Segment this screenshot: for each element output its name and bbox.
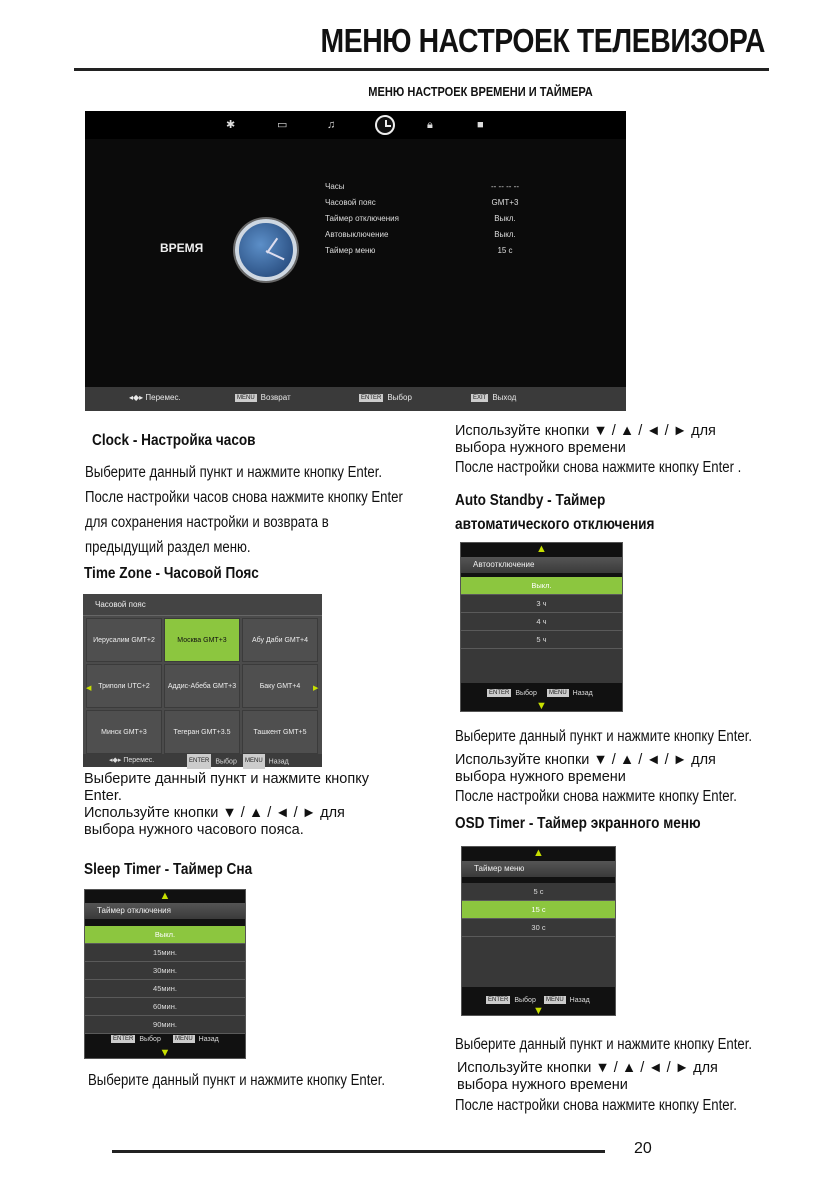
scroll-up-icon[interactable]: ▲ <box>159 890 171 902</box>
settings-icon[interactable]: ✱ <box>226 119 236 131</box>
move-hint: ◂◆▸ Перемес. <box>129 393 181 402</box>
standby-option[interactable]: 5 ч <box>461 631 622 649</box>
menu-row-sleep-timer[interactable]: Таймер отключения Выкл. <box>325 214 516 223</box>
osd-option[interactable]: 30 с <box>462 919 615 937</box>
tz-option[interactable]: Аддис-Абеба GMT+3 <box>164 664 240 708</box>
timezone-dialog-footer <box>83 754 322 767</box>
standby-option[interactable]: 4 ч <box>461 613 622 631</box>
select-hint: ENTER Выбор <box>489 689 537 697</box>
select-hint: ENTER Выбор <box>361 393 412 402</box>
scroll-down-icon[interactable]: ▼ <box>533 1005 544 1017</box>
timezone-dialog-title: Часовой пояс <box>83 594 322 616</box>
back-hint: MENU Назад <box>175 1035 219 1043</box>
back-hint: MENU Назад <box>546 996 590 1004</box>
menu-tab-bar <box>85 111 626 139</box>
tz-option-selected[interactable]: Москва GMT+3 <box>164 618 240 662</box>
section-label: ВРЕМЯ <box>160 241 204 255</box>
page-title: МЕНЮ НАСТРОЕК ТЕЛЕВИЗОРА <box>320 22 765 59</box>
standby-heading: Auto Standby - Таймер <box>455 492 606 509</box>
back-hint: MENU Назад <box>549 689 593 697</box>
auto-standby-dialog <box>460 542 623 712</box>
page-subtitle: МЕНЮ НАСТРОЕК ВРЕМЕНИ И ТАЙМЕРА <box>368 84 593 99</box>
apps-icon[interactable]: ■ <box>477 119 484 131</box>
sleep-option[interactable]: 60мин. <box>85 998 245 1016</box>
page-number: 20 <box>634 1140 652 1157</box>
select-hint: ENTER Выбор <box>488 996 536 1004</box>
tz-option[interactable]: Триполи UTC+2 <box>86 664 162 708</box>
clock-buttons-hint: Используйте кнопки ▼ / ▲ / ◄ / ► для выбора нужного времени <box>455 423 716 456</box>
standby-confirm-text: После настройки снова нажмите кнопку Enter. <box>455 788 737 805</box>
menu-row-auto-standby[interactable]: Автовыключение Выкл. <box>325 230 516 239</box>
menu-row-osd-timer[interactable]: Таймер меню 15 с <box>325 246 513 255</box>
exit-hint: EXIT Выход <box>473 393 517 402</box>
right-arrow-icon[interactable]: ▶ <box>313 685 319 692</box>
standby-option-selected[interactable]: Выкл. <box>461 577 622 595</box>
scroll-down-icon[interactable]: ▼ <box>536 700 547 712</box>
left-arrow-icon[interactable]: ◀ <box>86 685 92 692</box>
sleep-option[interactable]: 30мин. <box>85 962 245 980</box>
osd-option-selected[interactable]: 15 с <box>462 901 615 919</box>
move-hint: ◂◆▸ Перемес. <box>109 757 155 764</box>
menu-row-clock[interactable]: Часы -- -- -- -- <box>325 182 519 191</box>
empty-option-area <box>462 937 615 987</box>
lock-icon[interactable]: 🔒︎ <box>427 119 433 131</box>
standby-buttons-hint: Используйте кнопки ▼ / ▲ / ◄ / ► для выбора нужного времени <box>455 752 716 785</box>
clock-description: Выберите данный пункт и нажмите кнопку Enter. После настройки часов снова нажмите кнопку Enter для сохранения настройки и возврата в предыдущий раздел меню. <box>85 464 403 556</box>
osd-heading: OSD Timer - Таймер экранного меню <box>455 815 701 832</box>
clock-confirm-text: После настройки снова нажмите кнопку Enter . <box>455 459 742 476</box>
back-hint: MENU Возврат <box>237 393 291 402</box>
clock-icon[interactable] <box>375 115 395 135</box>
osd-buttons-hint: Используйте кнопки ▼ / ▲ / ◄ / ► для выбора нужного времени <box>457 1060 718 1093</box>
timezone-description: Выберите данный пункт и нажмите кнопку Enter. Используйте кнопки ▼ / ▲ / ◄ / ► для выбора нужного часового пояса. <box>84 771 369 838</box>
osd-confirm-text: После настройки снова нажмите кнопку Enter. <box>455 1097 737 1114</box>
back-hint: MENU Назад <box>243 754 289 769</box>
standby-description: Выберите данный пункт и нажмите кнопку Enter. <box>455 728 753 745</box>
title-rule <box>74 68 769 71</box>
menu-footer <box>85 387 626 411</box>
screen-icon[interactable]: ▭ <box>277 119 288 131</box>
footer-rule <box>112 1150 605 1153</box>
standby-heading-2: автоматического отключения <box>455 516 655 533</box>
clock-heading: Clock - Настройка часов <box>92 432 256 449</box>
tz-option[interactable]: Тегеран GMT+3.5 <box>164 710 240 754</box>
menu-row-timezone[interactable]: Часовой пояс GMT+3 <box>325 198 519 207</box>
sleep-option[interactable]: 15мин. <box>85 944 245 962</box>
sleep-heading: Sleep Timer - Таймер Сна <box>84 861 253 878</box>
osd-option[interactable]: 5 с <box>462 883 615 901</box>
tz-option[interactable]: Минск GMT+3 <box>86 710 162 754</box>
timezone-heading: Time Zone - Часовой Пояс <box>84 565 259 582</box>
tv-time-menu <box>85 111 626 411</box>
tz-option[interactable]: Иерусалим GMT+2 <box>86 618 162 662</box>
scroll-down-icon[interactable]: ▼ <box>159 1047 171 1059</box>
tz-option[interactable]: Ташкент GMT+5 <box>242 710 318 754</box>
clock-illustration <box>235 219 297 281</box>
music-icon[interactable]: ♫ <box>327 119 336 131</box>
select-hint: ENTER Выбор <box>113 1035 161 1043</box>
empty-option-area <box>461 649 622 683</box>
sleep-option-selected[interactable]: Выкл. <box>85 926 245 944</box>
osd-dialog-title: Таймер меню <box>462 861 615 877</box>
sleep-option[interactable]: 45мин. <box>85 980 245 998</box>
select-hint: ENTER Выбор <box>187 754 237 769</box>
scroll-up-icon[interactable]: ▲ <box>533 847 544 859</box>
sleep-option[interactable]: 90мин. <box>85 1016 245 1034</box>
tz-option[interactable]: Баку GMT+4 <box>242 664 318 708</box>
tz-option[interactable]: Абу Даби GMT+4 <box>242 618 318 662</box>
sleep-timer-dialog <box>84 889 246 1059</box>
osd-timer-dialog <box>461 846 616 1016</box>
standby-option[interactable]: 3 ч <box>461 595 622 613</box>
timezone-dialog <box>83 594 322 767</box>
scroll-up-icon[interactable]: ▲ <box>536 543 547 555</box>
sleep-dialog-title: Таймер отключения <box>85 903 245 919</box>
sleep-description: Выберите данный пункт и нажмите кнопку Enter. <box>88 1072 386 1089</box>
standby-dialog-title: Автоотключение <box>461 557 622 573</box>
osd-description: Выберите данный пункт и нажмите кнопку Enter. <box>455 1036 753 1053</box>
